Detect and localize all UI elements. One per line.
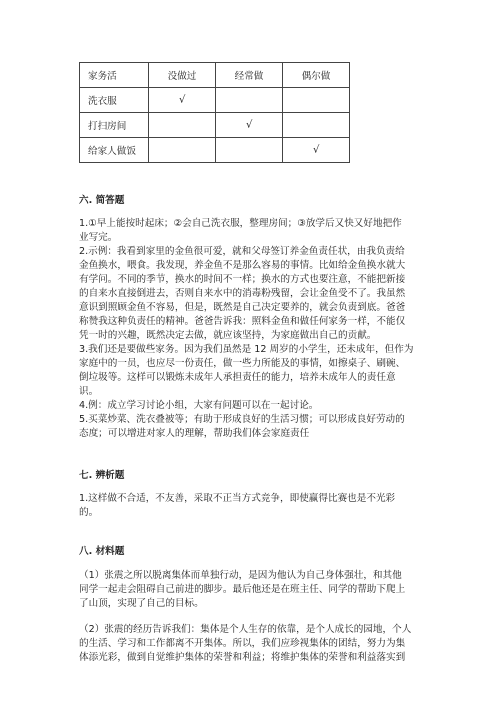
table-header-row bbox=[80, 63, 350, 88]
text-line: 态度；可以增进对家人的理解，帮助我们体会家庭责任 bbox=[79, 428, 310, 439]
header-task: 家务活 bbox=[80, 63, 149, 88]
empty-cell bbox=[216, 88, 283, 113]
section-8-answer-1 bbox=[79, 569, 424, 611]
check-cell bbox=[216, 113, 283, 138]
text-line: 的。 bbox=[79, 507, 99, 518]
empty-cell bbox=[283, 88, 350, 113]
section-7-title: 七. 辨析题 bbox=[79, 470, 125, 481]
text-line: 1.这样做不合适，不友善，采取不正当方式竞争，即使赢得比赛也是不光彩 bbox=[79, 493, 396, 504]
text-line: 有学问。不同的季节，换水的时间不一样；换水的方式也要注意，不能把新接 bbox=[79, 274, 406, 285]
task-cell: 洗衣服 bbox=[80, 88, 149, 113]
chores-table bbox=[79, 62, 350, 163]
header-often: 经常做 bbox=[216, 63, 283, 88]
text-line: 2.示例：我看到家里的金鱼很可爱，就和父母签订养金鱼责任状，由我负责给 bbox=[79, 246, 405, 257]
text-line: 凭一时的兴趣，既然决定去做，就应该坚持，为家庭做出自己的贡献。 bbox=[79, 330, 377, 341]
section-6-title: 六. 简答题 bbox=[79, 195, 125, 206]
text-line: 的生活、学习和工作都离不开集体。所以，我们应珍视集体的团结，努力为集 bbox=[79, 638, 406, 649]
text-line: 1.①早上能按时起床；②会自己洗衣服，整理房间；③放学后又快又好地把作 bbox=[79, 218, 402, 229]
text-line: 了山顶，实现了自己的目标。 bbox=[79, 598, 204, 609]
text-line: 4.例：成立学习讨论小组，大家有问题可以在一起讨论。 bbox=[79, 400, 319, 411]
section-8-answer-2 bbox=[79, 623, 424, 665]
table-row bbox=[80, 138, 350, 163]
empty-cell bbox=[283, 113, 350, 138]
text-line: 业写完。 bbox=[79, 232, 118, 243]
header-sometimes: 偶尔做 bbox=[283, 63, 350, 88]
text-line: 称赞我这种负责任的精神。爸爸告诉我：照料金鱼和做任何家务一样，不能仅 bbox=[79, 316, 406, 327]
text-line: 倒垃圾等。这样可以锻炼未成年人承担责任的能力，培养未成年人的责任意 bbox=[79, 372, 396, 383]
text-line: 意识到照顾金鱼不容易，但是，既然是自己决定要养的，就会负责到底。爸爸 bbox=[79, 302, 406, 313]
text-line: 3.我们还是要做些家务。因为我们虽然是 12 周岁的小学生，还未成年，但作为 bbox=[79, 344, 414, 355]
check-cell bbox=[283, 138, 350, 163]
table-row bbox=[80, 113, 350, 138]
text-line: 的自来水直接倒进去，否则自来水中的消毒粉残留，会让金鱼受不了。我虽然 bbox=[79, 288, 406, 299]
empty-cell bbox=[149, 138, 216, 163]
text-line: （2）张震的经历告诉我们：集体是个人生存的依靠，是个人成长的园地，个人 bbox=[79, 624, 412, 635]
section-7-answers bbox=[79, 492, 424, 520]
empty-cell bbox=[216, 138, 283, 163]
text-line: 5.买菜炒菜、洗衣叠被等；有助于形成良好的生活习惯；可以形成良好劳动的 bbox=[79, 414, 405, 425]
text-line: （1）张震之所以脱离集体而单独行动，是因为他认为自己身体强壮，和其他 bbox=[79, 570, 402, 581]
section-6-answers bbox=[79, 217, 424, 441]
check-mark: √ bbox=[246, 119, 253, 131]
section-8-title: 八. 材料题 bbox=[79, 546, 125, 557]
header-never: 没做过 bbox=[149, 63, 216, 88]
check-mark: √ bbox=[313, 144, 320, 156]
text-line: 体添光彩，做到自觉维护集体的荣誉和利益；将维护集体的荣誉和利益落实到 bbox=[79, 652, 406, 663]
check-cell bbox=[149, 88, 216, 113]
text-line: 金鱼换水，喂食。我发现，养金鱼不是那么容易的事情。比如给金鱼换水就大 bbox=[79, 260, 406, 271]
task-cell: 打扫房间 bbox=[80, 113, 149, 138]
empty-cell bbox=[149, 113, 216, 138]
text-line: 识。 bbox=[79, 386, 99, 397]
table-row bbox=[80, 88, 350, 113]
text-line: 家庭中的一员，也应尽一份责任，做一些力所能及的事情，如擦桌子、刷碗、 bbox=[79, 358, 406, 369]
check-mark: √ bbox=[179, 94, 186, 106]
text-line: 同学一起走会阻碍自己前进的脚步。最后他还是在班主任、同学的帮助下爬上 bbox=[79, 584, 406, 595]
task-cell: 给家人做饭 bbox=[80, 138, 149, 163]
